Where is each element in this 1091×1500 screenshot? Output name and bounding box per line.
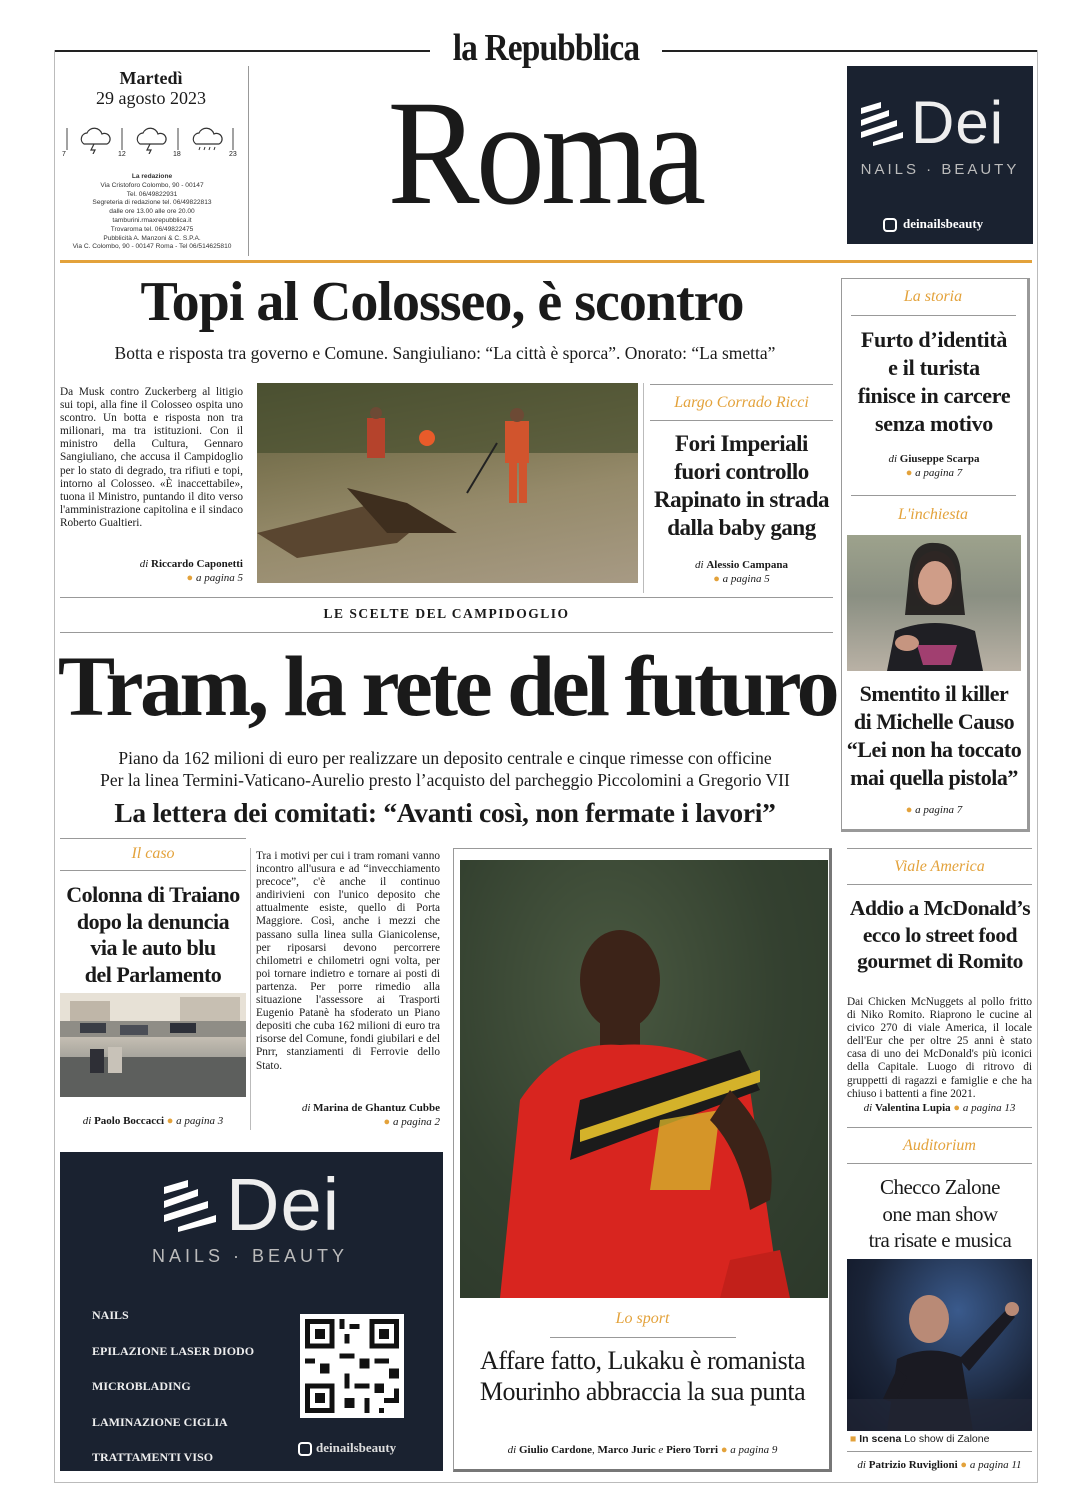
temp-label: 18 <box>173 151 181 158</box>
page-ref[interactable]: a pagina 9 <box>730 1444 778 1456</box>
page-ref[interactable]: a pagina 11 <box>969 1459 1022 1471</box>
inchiesta-page-ref[interactable]: ● a pagina 7 <box>905 804 963 816</box>
tram-page-ref[interactable]: ● a pagina 2 <box>383 1116 440 1128</box>
zalone-caption: ■ In scena Lo show di Zalone <box>850 1433 990 1445</box>
service-item: MICROBLADING <box>92 1379 191 1393</box>
headline-line: Checco Zalone <box>879 1175 1001 1199</box>
dei-logo-icon <box>162 1180 218 1232</box>
headline-line: “Lei non ha toccato <box>846 737 1022 762</box>
headline-line: Colonna di Traiano <box>66 882 240 907</box>
storm-cloud-icon <box>78 126 114 154</box>
redazione-line: Segreteria di redazione tel. 06/49822813 <box>92 199 212 207</box>
byline-prefix: di <box>301 1102 311 1114</box>
byline-author: Piero Torri <box>666 1444 719 1456</box>
caso-kicker: Il caso <box>131 845 175 862</box>
temp-label: 7 <box>62 151 66 158</box>
byline-author: Giuseppe Scarpa <box>899 453 980 465</box>
redazione-line: Via Cristoforo Colombo, 90 - 00147 <box>100 181 204 189</box>
auditorium-kicker: Auditorium <box>903 1137 976 1154</box>
fori-byline <box>650 559 833 571</box>
headline-line: Fori Imperiali <box>675 431 808 456</box>
headline-line: Furto d’identità <box>860 327 1008 352</box>
ad-bottom[interactable] <box>60 1152 443 1471</box>
byline-prefix: di <box>139 558 149 570</box>
ad-tagline: NAILS · BEAUTY <box>860 161 1020 178</box>
sport-byline: di Giulio Cardone, Marco Juric e Piero Torri ● a pagina 9 <box>507 1444 778 1456</box>
service-item: LAMINAZIONE CIGLIA <box>92 1414 228 1429</box>
headline-line: via le auto blu <box>90 935 216 960</box>
tram-byline <box>256 1102 440 1114</box>
colonna-traiano-photo <box>60 993 246 1097</box>
instagram-icon <box>883 218 897 232</box>
byline-conj: e <box>658 1444 664 1456</box>
storia-page-ref[interactable]: ● a pagina 7 <box>905 467 963 479</box>
redazione-title: La redazione <box>131 173 173 180</box>
page-ref: a pagina 5 <box>195 572 243 584</box>
page-ref[interactable]: a pagina 13 <box>962 1102 1016 1114</box>
tram-subhead: La lettera dei comitati: “Avanti così, non fermate i lavori” <box>114 797 776 828</box>
byline-author: Marina de Ghantuz Cubbe <box>313 1102 440 1114</box>
headline-line: dalla baby gang <box>667 515 816 540</box>
mcdonalds-byline: di Valentina Lupia ● a pagina 13 <box>863 1102 1016 1114</box>
ad-tagline: NAILS · BEAUTY <box>151 1246 349 1266</box>
ad-handle: deinailsbeauty <box>316 1440 397 1455</box>
redazione-line: Pubblicità A. Manzoni & C. S.P.A. <box>103 234 201 242</box>
caption-text: Lo show di Zalone <box>904 1433 990 1445</box>
headline-line: e il turista <box>888 355 980 380</box>
headline-line: fuori controllo <box>674 459 809 484</box>
inchiesta-headline[interactable] <box>843 680 1025 792</box>
lead-page-ref[interactable]: ● a pagina 5 <box>186 572 243 584</box>
headline-line: ecco lo street food <box>862 922 1018 947</box>
page-ref: a pagina 7 <box>915 804 963 816</box>
byline-author: Marco Juric <box>597 1444 656 1456</box>
byline-prefix: di <box>888 453 898 465</box>
sport-headline[interactable] <box>455 1345 830 1407</box>
service-item: TRATTAMENTI VISO <box>92 1450 214 1464</box>
headline-line: tra risate e musica <box>868 1228 1012 1252</box>
tram-deck-2: Per la linea Termini-Vaticano-Aurelio presto l’acquisto del parcheggio Piccolomini a Gregorio VII <box>100 770 790 790</box>
auditorium-headline[interactable] <box>843 1174 1037 1254</box>
headline-line: gourmet di Romito <box>857 949 1023 973</box>
date: 29 agosto 2023 <box>96 88 206 108</box>
headline-line: one man show <box>882 1201 998 1226</box>
ad-handle: deinailsbeauty <box>903 216 984 231</box>
page-ref: a pagina 2 <box>392 1116 440 1128</box>
byline-prefix: di <box>507 1444 517 1456</box>
lukaku-photo <box>460 860 828 1298</box>
headline-line: del Parlamento <box>84 961 222 987</box>
caso-headline[interactable] <box>55 882 251 988</box>
headline-line: Rapinato in strada <box>653 487 830 512</box>
storia-headline[interactable] <box>843 326 1025 438</box>
byline-author: Alessio Campana <box>706 559 788 571</box>
brand-logo[interactable]: la Repubblica <box>452 27 640 69</box>
woman-video-photo <box>847 535 1021 671</box>
weekday: Martedì <box>119 68 183 88</box>
instagram-icon <box>298 1442 312 1456</box>
lead-subhead: Botta e risposta tra governo e Comune. Sangiuliano: “La città è sporca”. Onorato: “La smetta” <box>114 343 776 363</box>
mcdonalds-body: Dai Chicken McNuggets al pollo fritto di Niko Romito. Riaprono le cucine al civico 270 di viale America, il locale dell'Eur che per oltre 25 anni è stato casa di uno dei McDonald's più iconici della Capitale. Luogo di ritrovo di gruppetti di ragazzi e famiglie e che ha chiuso i battenti a fine 2021. <box>847 996 1032 1100</box>
service-item: NAILS <box>92 1308 129 1322</box>
temp-label: 12 <box>118 151 126 158</box>
qr-code-icon[interactable] <box>300 1314 404 1418</box>
headline-line: Mourinho abbraccia la sua punta <box>479 1377 806 1406</box>
lead-body: Da Musk contro Zuckerberg al litigio sui topi, alla fine il Colosseo ospita uno scontro. Un botta e risposta non tra milionari, ma tra istituzioni. Con il ministro della Cultura, Gennaro Sangiuliano, che accusa il Campidoglio per lo stato di degrado, tra rifiuti e topi, intorno al Colosseo. «È inaccettabile», tuona il Ministro, puntando il dito verso l'amministrazione capitolina e il sindaco Roberto Gualtieri. <box>60 386 243 529</box>
byline-prefix: di <box>863 1102 873 1114</box>
auditorium-byline: di Patrizio Ruviglioni ● a pagina 11 <box>857 1459 1022 1471</box>
tram-deck-1: Piano da 162 milioni di euro per realizzare un deposito centrale e cinque rimesse con officine <box>118 748 772 768</box>
byline-author: Riccardo Caponetti <box>151 558 243 570</box>
lead-byline <box>60 558 243 570</box>
inchiesta-kicker: L'inchiesta <box>897 506 969 523</box>
headline-line: Smentito il killer <box>859 681 1009 706</box>
byline-author: Valentina Lupia <box>874 1102 951 1114</box>
headline-line: dopo la denuncia <box>76 908 230 934</box>
byline-prefix: di <box>82 1115 92 1127</box>
mcdonalds-kicker: Viale America <box>894 858 985 875</box>
redazione-line: tamburini.rmaxrepubblica.it <box>112 216 192 224</box>
headline-line: mai quella pistola” <box>850 765 1018 790</box>
redazione-line: Trovaroma tel. 06/49822475 <box>110 225 194 233</box>
byline-prefix: di <box>695 559 704 571</box>
page-ref: a pagina 7 <box>915 467 963 479</box>
byline-author: Patrizio Ruviglioni <box>868 1459 958 1471</box>
headline-line: Addio a McDonald’s <box>849 896 1031 920</box>
headline-line: senza motivo <box>875 411 993 436</box>
ad-top[interactable] <box>847 66 1033 244</box>
byline-prefix: di <box>857 1459 866 1471</box>
caption-bold: In scena <box>859 1433 902 1445</box>
fori-page-ref[interactable]: ● a pagina 5 <box>713 573 770 585</box>
mcdonalds-headline[interactable] <box>843 895 1037 975</box>
ad-brand: Dei <box>911 89 1005 156</box>
rain-cloud-icon <box>190 126 226 154</box>
service-item: EPILAZIONE LASER DIODO <box>92 1343 255 1358</box>
ad-services <box>92 1298 292 1476</box>
storia-kicker: La storia <box>903 288 963 305</box>
city-title: Roma <box>387 70 703 236</box>
page-ref: a pagina 5 <box>722 573 770 585</box>
redazione-info <box>62 173 242 252</box>
fori-kicker: Largo Corrado Ricci <box>674 394 809 411</box>
tram-headline[interactable]: Tram, la rete del futuro <box>57 638 837 734</box>
redazione-line: dalle ore 13.00 alle ore 20.00 <box>109 208 195 216</box>
headline-line: Affare fatto, Lukaku è romanista <box>480 1346 805 1375</box>
colosseo-workers-photo <box>257 383 638 583</box>
caso-byline: di Paolo Boccacci ● a pagina 3 <box>82 1115 224 1127</box>
tram-body: Tra i motivi per cui i tram romani vanno incontro all'usura e ad “invecchiamento precoce”, c'è anche il continuo andirivieni con l'unico deposito che attualmente esiste, quello di Porta Maggiore. Così, anche i mezzi che passano sulla linea sulla Gianicolense, per riposarsi devono percorrere chilometri e chilometri ogni volta, per poi tornare indietro e tornare ai posti di partenza. Per porre rimedio alla situazione l'assessore ai Trasporti Eugenio Patanè ha sfoderato un Piano depositi che cuba 162 milioni di euro tra risorse del Comune, fondi giubilari e del Pnrr, stanziamenti di Ferrovie dello Stato. <box>256 850 440 1072</box>
redazione-line: Via C. Colombo, 90 - 00147 Roma - Tel 06/514625810 <box>72 243 232 251</box>
dei-logo-icon <box>859 102 905 146</box>
byline-author: Giulio Cardone <box>518 1444 593 1456</box>
storm-cloud-icon <box>134 126 170 154</box>
headline-line: finisce in carcere <box>857 383 1011 408</box>
fori-headline[interactable] <box>645 430 838 542</box>
ad-brand: Dei <box>226 1163 341 1246</box>
section-label: LE SCELTE DEL CAMPIDOGLIO <box>323 606 570 621</box>
temp-label: 23 <box>229 151 237 158</box>
redazione-line: Tel. 06/49822931 <box>126 190 178 198</box>
headline-line: di Michelle Causo <box>853 709 1015 734</box>
storia-byline <box>843 453 1025 465</box>
sport-kicker: Lo sport <box>615 1310 670 1327</box>
lead-headline[interactable]: Topi al Colosseo, è scontro <box>140 271 744 333</box>
page-ref[interactable]: a pagina 3 <box>176 1115 224 1127</box>
zalone-photo <box>847 1259 1032 1431</box>
byline-author: Paolo Boccacci <box>94 1115 165 1127</box>
